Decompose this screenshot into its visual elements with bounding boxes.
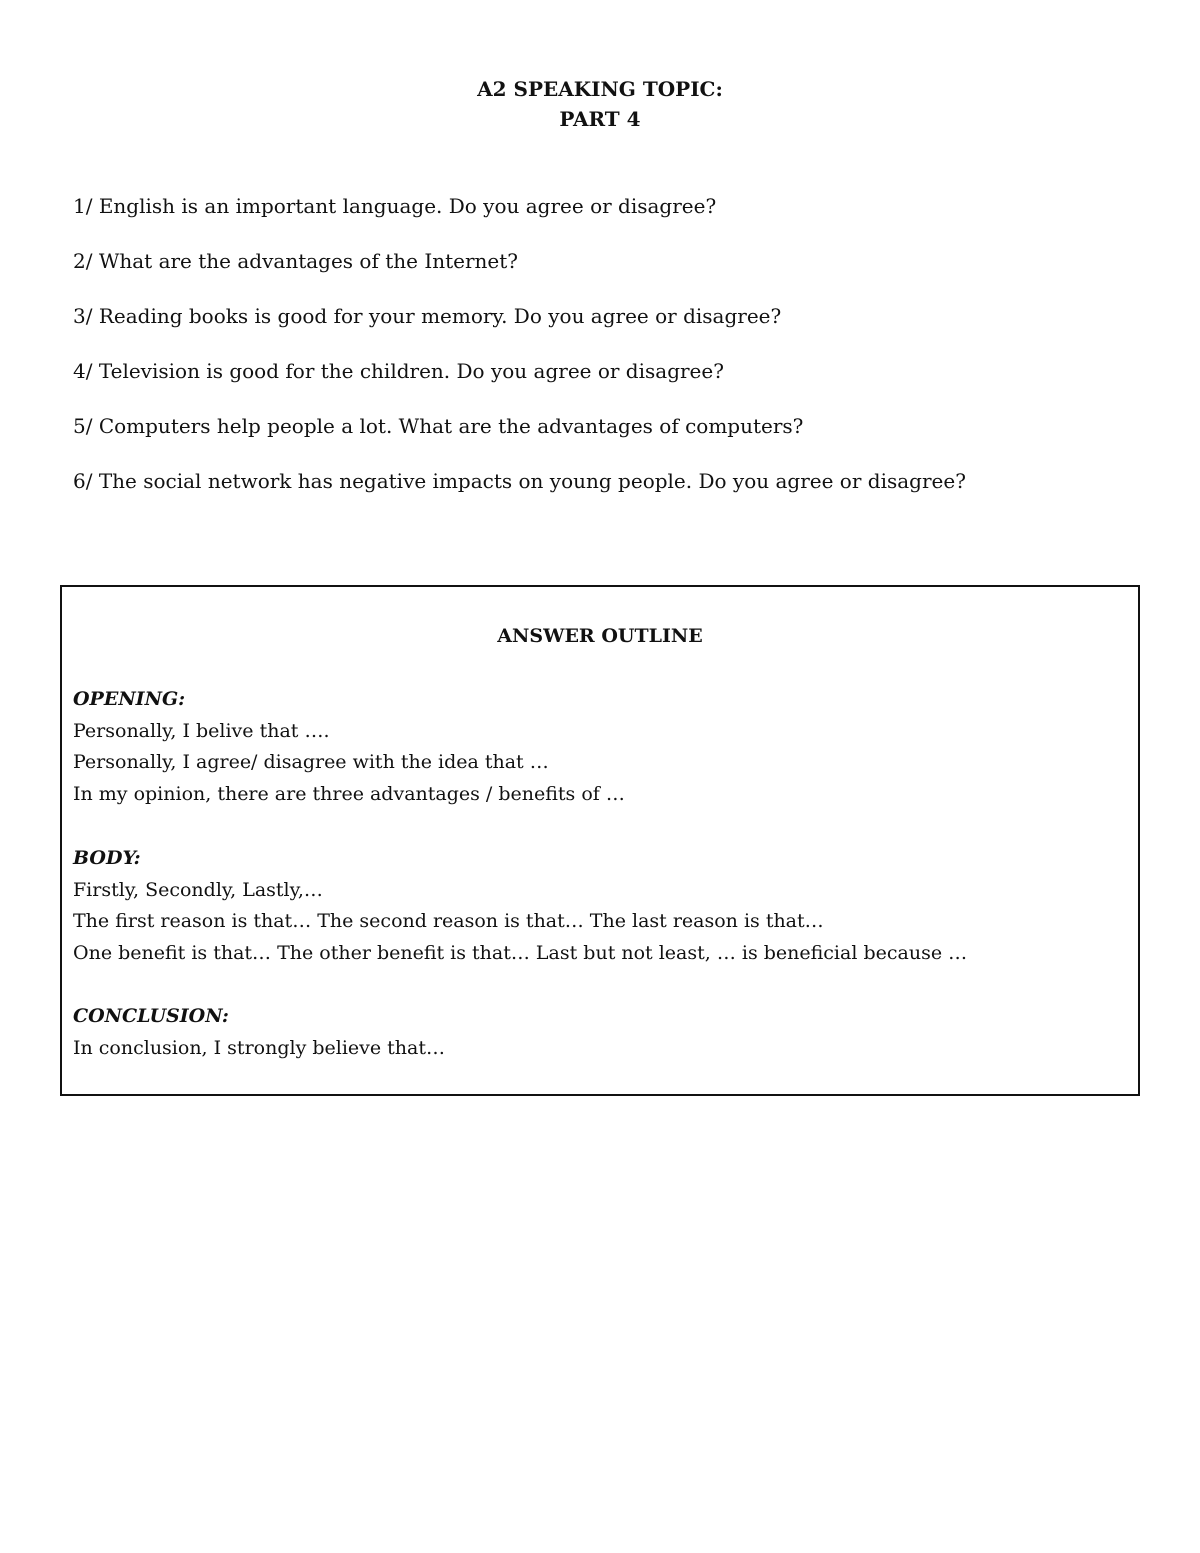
question-list [73,193,1133,523]
opening-line: In my opinion, there are three advantages / benefits of … [73,783,625,806]
question-item: 3/ Reading books is good for your memory. Do you agree or disagree? [73,304,782,328]
question-item: 1/ English is an important language. Do you agree or disagree? [73,194,717,218]
body-line: Firstly, Secondly, Lastly,… [73,878,323,901]
opening-line: Personally, I belive that …. [73,719,330,742]
answer-outline-title: ANSWER OUTLINE [497,625,703,647]
opening-heading: OPENING: [73,688,186,710]
conclusion-heading: CONCLUSION: [73,1005,229,1027]
opening-line: Personally, I agree/ disagree with the idea that … [73,751,549,774]
conclusion-section [73,1001,1123,1064]
question-item: 2/ What are the advantages of the Internet? [73,249,519,273]
opening-section [73,684,1123,811]
document-title: A2 SPEAKING TOPIC: [477,77,723,101]
question-item: 5/ Computers help people a lot. What are the advantages of computers? [73,414,804,438]
body-line: One benefit is that… The other benefit is that… Last but not least, … is beneficial because … [73,942,968,965]
body-section [73,843,1123,970]
body-heading: BODY: [73,847,141,869]
conclusion-line: In conclusion, I strongly believe that… [73,1036,445,1059]
body-line: The first reason is that… The second reason is that… The last reason is that… [73,910,824,933]
question-item: 6/ The social network has negative impacts on young people. Do you agree or disagree? [73,469,966,493]
document-subtitle: PART 4 [559,107,641,131]
question-item: 4/ Television is good for the children. Do you agree or disagree? [73,359,724,383]
answer-outline-box [60,585,1140,1096]
